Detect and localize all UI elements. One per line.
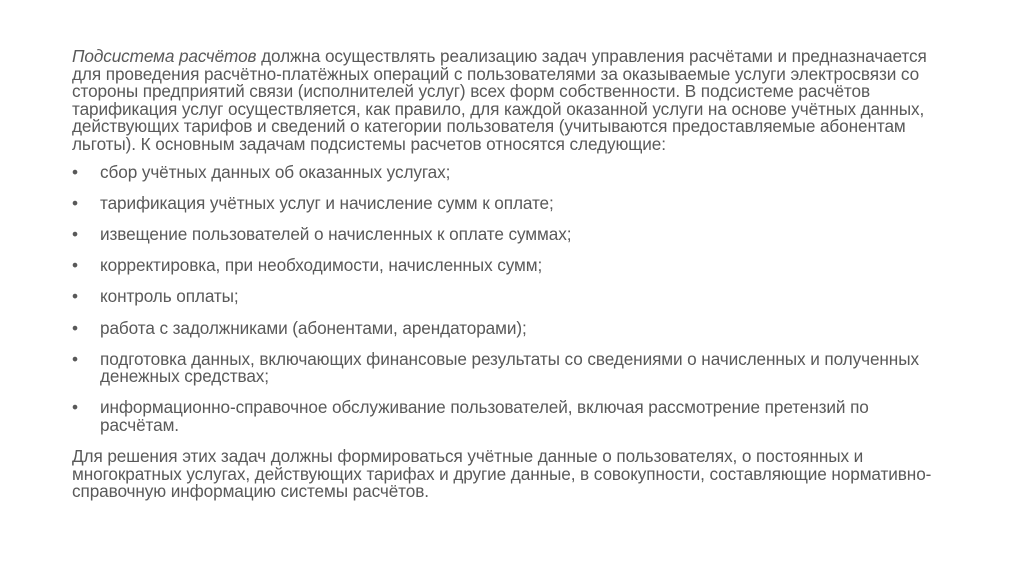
bullet-icon: • bbox=[72, 286, 78, 307]
list-item-text: подготовка данных, включающих финансовые результаты со сведениями о начисленных и полученных денежных средствах; bbox=[100, 348, 919, 387]
list-item-text: работа с задолжниками (абонентами, арендаторами); bbox=[100, 317, 527, 338]
list-item-text: тарификация учётных услуг и начисление сумм к оплате; bbox=[100, 192, 554, 213]
list-item bbox=[72, 348, 952, 387]
task-list bbox=[72, 161, 952, 436]
intro-emphasis: Подсистема расчётов bbox=[72, 46, 257, 66]
list-item-text: контроль оплаты; bbox=[100, 286, 239, 307]
list-item-text: сбор учётных данных об оказанных услугах; bbox=[100, 161, 451, 182]
list-item bbox=[72, 399, 952, 434]
list-item bbox=[72, 161, 952, 182]
list-item bbox=[72, 288, 952, 306]
list-item bbox=[72, 192, 952, 213]
bullet-icon: • bbox=[72, 317, 78, 338]
list-item-text: извещение пользователей о начисленных к оплате суммах; bbox=[100, 223, 572, 244]
slide-content bbox=[72, 48, 952, 501]
bullet-icon: • bbox=[72, 161, 78, 182]
intro-text: должна осуществлять реализацию задач управления расчётами и предназначается для проведения расчётно-платёжных операций с пользователями за оказываемые услуги электросвязи со стороны предприятий связи (исполнителей услуг) всех форм собственности. В подсистеме расчётов тарификация услуг осуществляется, как правило, для каждой оказанной услуги на основе учётных данных, действующих тарифов и сведений о категории пользователя (учитываются предоставляемые абонентам льготы). К основным задачам подсистемы расчетов относятся следующие: bbox=[72, 46, 927, 154]
intro-paragraph bbox=[72, 48, 952, 154]
outro-paragraph: Для решения этих задач должны формироваться учётные данные о пользователях, о постоянных и многократных услугах, действующих тарифах и другие данные, в совокупности, составляющие нормативно-справочную информацию системы расчётов. bbox=[72, 446, 932, 502]
bullet-icon: • bbox=[72, 255, 78, 276]
list-item-text: информационно-справочное обслуживание пользователей, включая рассмотрение претензий по расчётам. bbox=[100, 397, 869, 436]
bullet-icon: • bbox=[72, 397, 78, 418]
list-item bbox=[72, 223, 952, 244]
list-item-text: корректировка, при необходимости, начисленных сумм; bbox=[100, 255, 543, 276]
list-item bbox=[72, 257, 952, 275]
bullet-icon: • bbox=[72, 348, 78, 369]
list-item bbox=[72, 317, 952, 338]
bullet-icon: • bbox=[72, 192, 78, 213]
bullet-icon: • bbox=[72, 223, 78, 244]
